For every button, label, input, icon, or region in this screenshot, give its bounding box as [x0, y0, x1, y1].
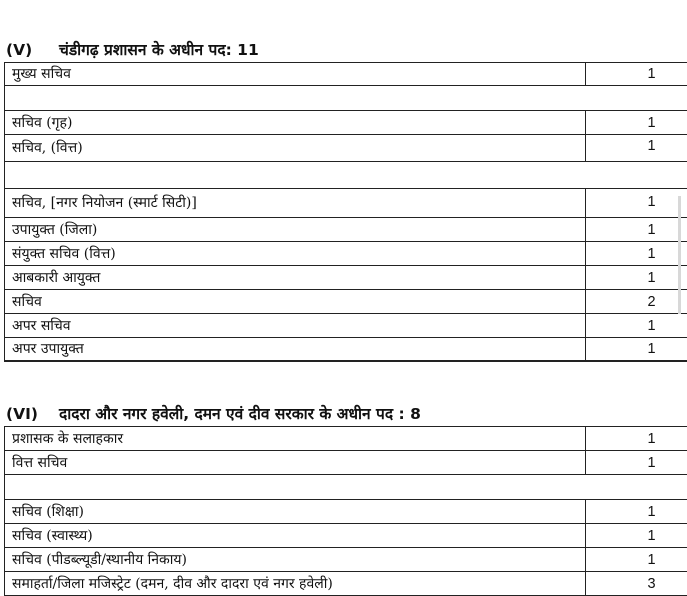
table-row	[4, 241, 687, 266]
post-name	[4, 85, 687, 111]
table-row	[4, 523, 687, 548]
section-5-title: चंडीगढ़ प्रशासन के अधीन पद: 11	[59, 41, 259, 59]
post-name: सचिव	[4, 289, 586, 314]
blank-row	[4, 161, 687, 189]
post-count: 1	[585, 62, 687, 86]
table-row	[4, 265, 687, 290]
post-name: अपर उपायुक्त	[4, 337, 586, 361]
section-6-heading	[6, 402, 421, 424]
post-name: मुख्य सचिव	[4, 62, 586, 86]
post-name	[4, 474, 687, 500]
post-name: उपायुक्त (जिला)	[4, 217, 586, 242]
post-count: 1	[585, 110, 687, 135]
post-name: आबकारी आयुक्त	[4, 265, 586, 290]
section-5-number: (V)	[6, 41, 33, 59]
post-name: वित्त सचिव	[4, 450, 586, 475]
blank-row	[4, 85, 687, 111]
post-count: 1	[585, 241, 687, 266]
table-row	[4, 313, 687, 338]
table-row	[4, 426, 687, 451]
post-count: 1	[585, 188, 687, 218]
table-row	[4, 188, 687, 218]
post-name: सचिव (पीडब्ल्यूडी/स्थानीय निकाय)	[4, 547, 586, 572]
post-name: संयुक्त सचिव (वित्त)	[4, 241, 586, 266]
post-count: 1	[585, 217, 687, 242]
post-name: सचिव (शिक्षा)	[4, 499, 586, 524]
table-row	[4, 62, 687, 86]
post-name: सचिव, (वित्त)	[4, 134, 586, 162]
post-count: 1	[585, 337, 687, 361]
table-row	[4, 450, 687, 475]
section-6-title: दादरा और नगर हवेली, दमन एवं दीव सरकार के अधीन पद : 8	[59, 405, 421, 423]
table-row	[4, 337, 687, 362]
post-count: 1	[585, 523, 687, 548]
table-row	[4, 134, 687, 162]
post-name: प्रशासक के सलाहकार	[4, 426, 586, 451]
post-count: 2	[585, 289, 687, 314]
post-count: 1	[585, 547, 687, 572]
section-5-heading	[6, 38, 259, 60]
post-count: 3	[585, 571, 687, 596]
post-count: 1	[585, 265, 687, 290]
post-name: अपर सचिव	[4, 313, 586, 338]
post-count: 1	[585, 134, 687, 162]
blank-row	[4, 474, 687, 500]
post-count: 1	[585, 313, 687, 338]
table-row	[4, 547, 687, 572]
post-name: सचिव (गृह)	[4, 110, 586, 135]
scrollbar-track[interactable]	[678, 196, 681, 314]
table-row	[4, 110, 687, 135]
table-row	[4, 289, 687, 314]
post-name: सचिव, [नगर नियोजन (स्मार्ट सिटी)]	[4, 188, 586, 218]
section-6-number: (VI)	[6, 405, 38, 423]
post-count: 1	[585, 499, 687, 524]
post-name: समाहर्ता/जिला मजिस्ट्रेट (दमन, दीव और दादरा एवं नगर हवेली)	[4, 571, 586, 596]
table-row	[4, 499, 687, 524]
post-name: सचिव (स्वास्थ्य)	[4, 523, 586, 548]
post-count: 1	[585, 450, 687, 475]
table-row	[4, 217, 687, 242]
post-name	[4, 161, 687, 189]
post-count: 1	[585, 426, 687, 451]
table-row	[4, 571, 687, 596]
